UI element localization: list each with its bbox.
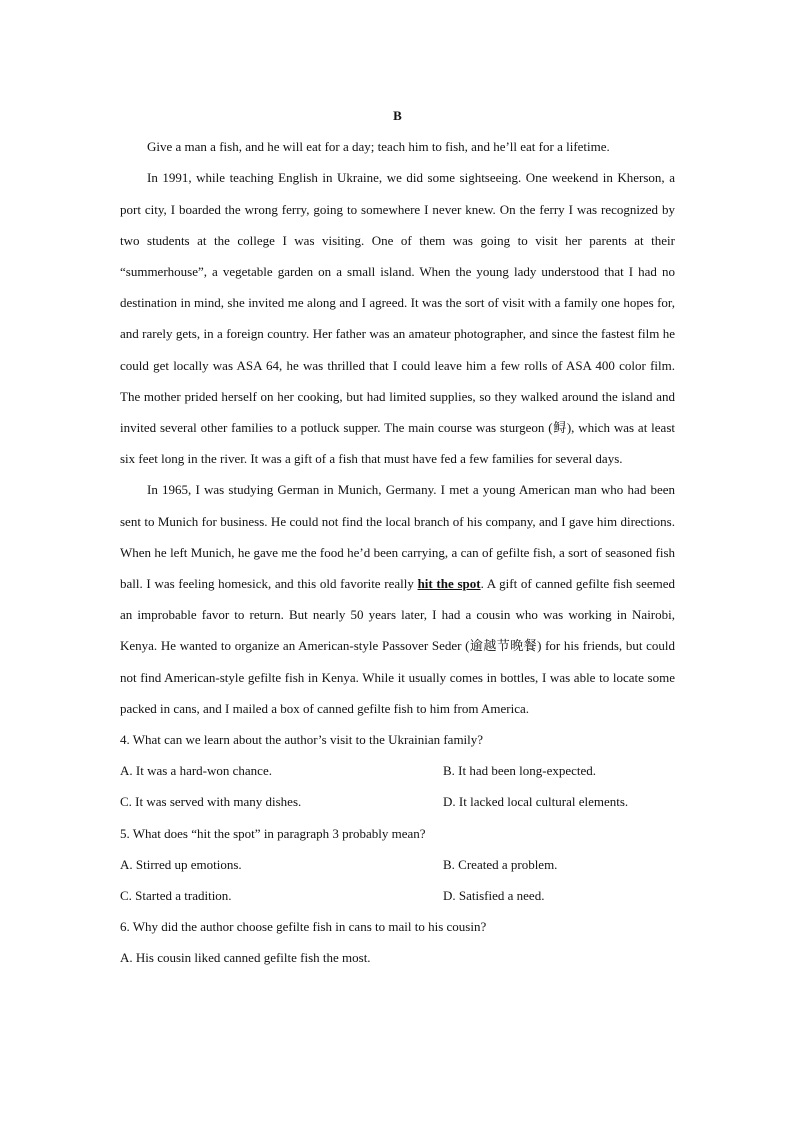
question-stem: 4. What can we learn about the author’s visit to the Ukrainian family? xyxy=(120,732,484,748)
option-c: C. It was served with many dishes. xyxy=(120,794,302,810)
question-5 xyxy=(120,818,675,912)
question-4 xyxy=(120,724,675,818)
passage-page xyxy=(120,100,675,974)
option-b: B. Created a problem. xyxy=(443,856,558,872)
highlighted-phrase: hit the spot xyxy=(417,576,481,592)
option-a: A. Stirred up emotions. xyxy=(120,856,242,872)
paragraph-munich-part2: . A gift of canned gefilte fish seemed an improbable favor to return. But nearly 50 years later, I had a cousin who was working in Nairobi, Kenya. He wanted to organize an American-style Passover Seder (逾越节晚餐) for his friends, but could not find American-style gefilte fish in Kenya. While it usually comes in bottles, I was able to locate some packed in cans, and I mailed a box of canned gefilte fish to him from America. xyxy=(120,576,676,716)
answer-options xyxy=(120,849,675,911)
paragraph-proverb: Give a man a fish, and he will eat for a day; teach him to fish, and he’ll eat for a lifetime. xyxy=(147,139,610,155)
question-6 xyxy=(120,911,675,973)
option-d: D. It lacked local cultural elements. xyxy=(443,794,629,810)
section-heading: B xyxy=(393,108,402,123)
paragraph-munich-part1: In 1965, I was studying German in Munich, Germany. I met a young American man who had been sent to Munich for business. He could not find the local branch of his company, and I gave him directions. When he left Munich, he gave me the food he’d been carrying, a can of gefilte fish, a sort of seasoned fish ball. I was feeling homesick, and this old favorite really xyxy=(120,482,675,592)
option-b: B. It had been long-expected. xyxy=(443,763,597,779)
option-c: C. Started a tradition. xyxy=(120,888,232,904)
option-d: D. Satisfied a need. xyxy=(443,888,545,904)
answer-options xyxy=(120,755,675,817)
question-stem: 5. What does “hit the spot” in paragraph 3 probably mean? xyxy=(120,825,426,841)
paragraph-munich xyxy=(120,474,675,724)
option-a: A. His cousin liked canned gefilte fish the most. xyxy=(120,950,371,966)
paragraph-ukraine: In 1991, while teaching English in Ukraine, we did some sightseeing. One weekend in Kherson, a port city, I boarded the wrong ferry, going to somewhere I never knew. On the ferry I was recognized by two students at the college I was visiting. One of them was going to visit her parents at their “summerhouse”, a vegetable garden on a small island. When the young lady understood that I had no destination in mind, she invited me along and I agreed. It was the sort of visit with a family one hopes for, and rarely gets, in a foreign country. Her father was an amateur photographer, and since the fastest film he could get locally was ASA 64, he was thrilled that I could leave him a few rolls of ASA 400 color film. The mother prided herself on her cooking, but had limited supplies, so they walked around the island and invited several other families to a potluck supper. The main course was sturgeon (鲟), which was at least six feet long in the river. It was a gift of a fish that must have fed a few families for several days. xyxy=(120,170,675,467)
question-stem: 6. Why did the author choose gefilte fish in cans to mail to his cousin? xyxy=(120,919,487,935)
option-a: A. It was a hard-won chance. xyxy=(120,763,272,779)
